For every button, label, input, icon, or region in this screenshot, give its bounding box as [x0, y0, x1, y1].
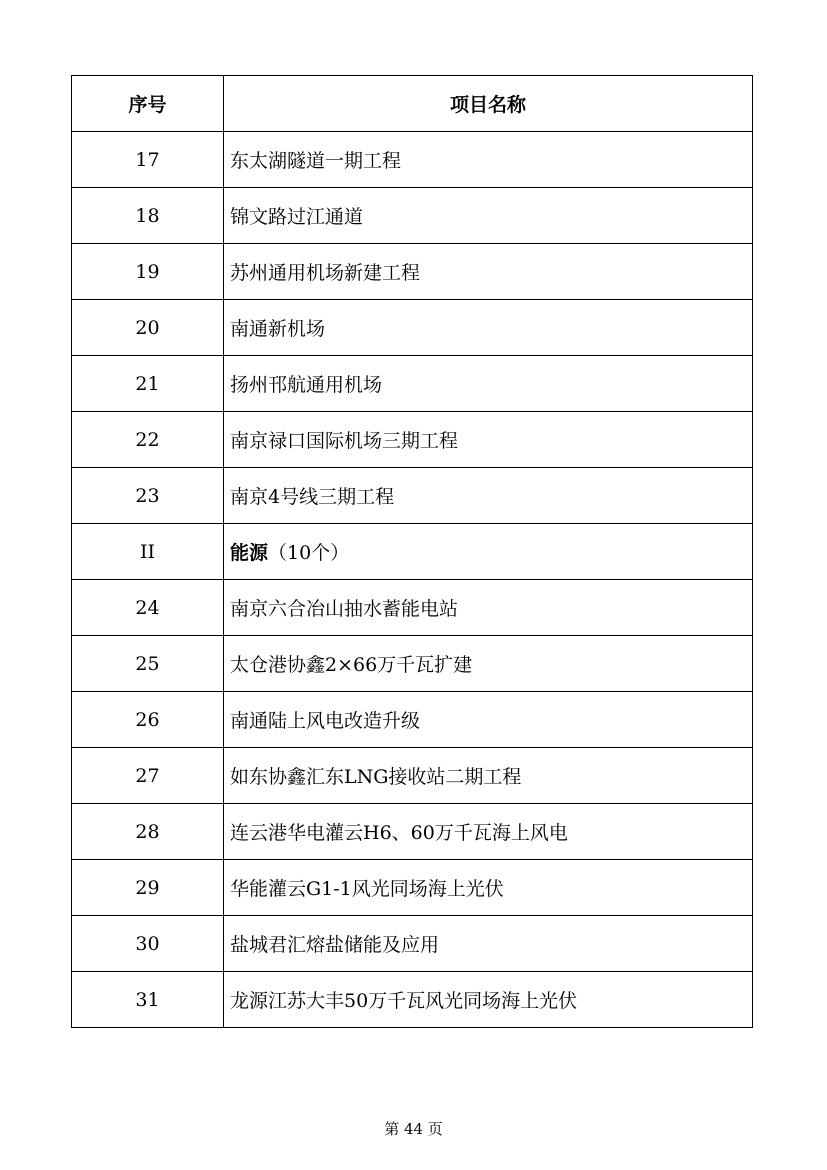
table-row	[72, 580, 753, 636]
table-row	[72, 356, 753, 412]
header-name: 项目名称	[224, 76, 753, 132]
table-row	[72, 188, 753, 244]
row-name: 扬州邗航通用机场	[224, 356, 753, 412]
table-row	[72, 916, 753, 972]
category-row	[72, 524, 753, 580]
table-row	[72, 748, 753, 804]
row-name: 南通陆上风电改造升级	[224, 692, 753, 748]
row-name: 南京4号线三期工程	[224, 468, 753, 524]
row-seq: 28	[72, 804, 224, 860]
row-name: 华能灌云G1-1风光同场海上光伏	[224, 860, 753, 916]
row-name: 南通新机场	[224, 300, 753, 356]
table-row	[72, 132, 753, 188]
table-row	[72, 244, 753, 300]
table-row	[72, 412, 753, 468]
row-name: 太仓港协鑫2×66万千瓦扩建	[224, 636, 753, 692]
category-count: （10个）	[268, 542, 350, 564]
category-seq: II	[72, 524, 224, 580]
table-header-row	[72, 76, 753, 132]
row-name: 锦文路过江通道	[224, 188, 753, 244]
row-seq: 18	[72, 188, 224, 244]
row-name: 南京六合冶山抽水蓄能电站	[224, 580, 753, 636]
row-name: 龙源江苏大丰50万千瓦风光同场海上光伏	[224, 972, 753, 1028]
header-seq: 序号	[72, 76, 224, 132]
row-name: 东太湖隧道一期工程	[224, 132, 753, 188]
table-row	[72, 804, 753, 860]
row-name: 如东协鑫汇东LNG接收站二期工程	[224, 748, 753, 804]
row-seq: 26	[72, 692, 224, 748]
table-row	[72, 860, 753, 916]
table-row	[72, 468, 753, 524]
row-seq: 17	[72, 132, 224, 188]
row-seq: 21	[72, 356, 224, 412]
table-row	[72, 972, 753, 1028]
row-seq: 27	[72, 748, 224, 804]
row-seq: 20	[72, 300, 224, 356]
row-seq: 31	[72, 972, 224, 1028]
page-number: 第 44 页	[384, 1120, 443, 1138]
category-label: 能源	[230, 542, 269, 564]
row-name: 盐城君汇熔盐储能及应用	[224, 916, 753, 972]
category-name	[224, 524, 753, 580]
row-seq: 24	[72, 580, 224, 636]
row-seq: 29	[72, 860, 224, 916]
row-seq: 19	[72, 244, 224, 300]
row-name: 南京禄口国际机场三期工程	[224, 412, 753, 468]
row-name: 连云港华电灌云H6、60万千瓦海上风电	[224, 804, 753, 860]
table-row	[72, 300, 753, 356]
row-seq: 23	[72, 468, 224, 524]
table-row	[72, 692, 753, 748]
row-name: 苏州通用机场新建工程	[224, 244, 753, 300]
table-row	[72, 636, 753, 692]
row-seq: 22	[72, 412, 224, 468]
row-seq: 25	[72, 636, 224, 692]
project-table	[71, 75, 753, 1028]
row-seq: 30	[72, 916, 224, 972]
